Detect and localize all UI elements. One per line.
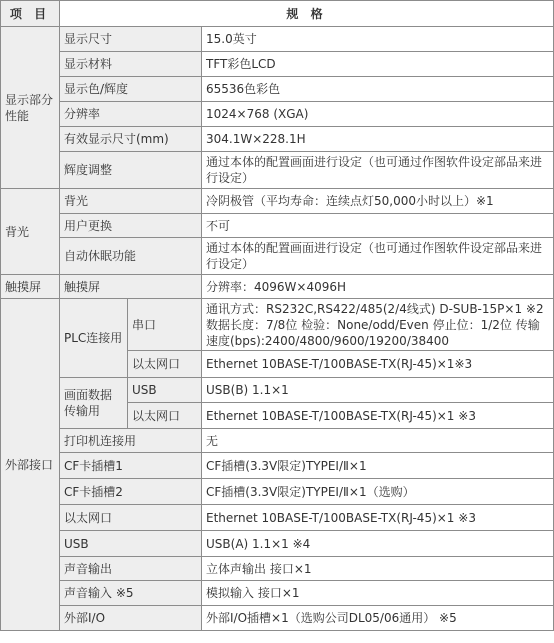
table-row [1, 299, 554, 351]
table-row [1, 238, 554, 275]
table-row [1, 77, 554, 102]
table-row [1, 505, 554, 531]
section-display: 显示部分性能 [1, 27, 60, 189]
table-row [1, 152, 554, 189]
header-item: 项 目 [1, 1, 60, 27]
row-label: 自动休眠功能 [60, 238, 202, 275]
table-row [1, 429, 554, 453]
table-row [1, 52, 554, 77]
row-value: 外部I/O插槽×1（选购公司DL05/06通用） ※5 [202, 606, 554, 631]
row-label: 有效显示尺寸(mm) [60, 127, 202, 152]
table-row [1, 27, 554, 52]
row-value: 1024×768 (XGA) [202, 102, 554, 127]
table-row [1, 102, 554, 127]
sub-label: USB [128, 378, 202, 403]
row-value: 模拟输入 接口×1 [202, 581, 554, 606]
row-value: Ethernet 10BASE-T/100BASE-TX(RJ-45)×1※3 [202, 351, 554, 378]
section-external: 外部接口 [1, 299, 60, 631]
row-label: 声音输入 ※5 [60, 581, 202, 606]
row-value: 立体声输出 接口×1 [202, 557, 554, 581]
row-value: 304.1W×228.1H [202, 127, 554, 152]
row-label: 用户更换 [60, 214, 202, 238]
group-plc: PLC连接用 [60, 299, 128, 378]
row-label: 背光 [60, 189, 202, 214]
row-value: 无 [202, 429, 554, 453]
row-label: 外部I/O [60, 606, 202, 631]
section-backlight: 背光 [1, 189, 60, 275]
row-label: 辉度调整 [60, 152, 202, 189]
row-label: 显示尺寸 [60, 27, 202, 52]
table-row [1, 214, 554, 238]
row-value: Ethernet 10BASE-T/100BASE-TX(RJ-45)×1 ※3 [202, 403, 554, 429]
table-row [1, 557, 554, 581]
row-value: 15.0英寸 [202, 27, 554, 52]
table-row [1, 606, 554, 631]
sub-label: 以太网口 [128, 403, 202, 429]
row-value: 分辨率：4096W×4096H [202, 275, 554, 299]
row-value: USB(A) 1.1×1 ※4 [202, 531, 554, 557]
table-row [1, 479, 554, 505]
sub-label: 以太网口 [128, 351, 202, 378]
table-header [1, 1, 554, 27]
row-value: 不可 [202, 214, 554, 238]
row-value: USB(B) 1.1×1 [202, 378, 554, 403]
row-value: 通过本体的配置画面进行设定（也可通过作图软件设定部品来进行设定） [202, 238, 554, 275]
row-value: 通过本体的配置画面进行设定（也可通过作图软件设定部品来进行设定） [202, 152, 554, 189]
row-value: TFT彩色LCD [202, 52, 554, 77]
table-row [1, 275, 554, 299]
row-value: Ethernet 10BASE-T/100BASE-TX(RJ-45)×1 ※3 [202, 505, 554, 531]
section-touch: 触摸屏 [1, 275, 60, 299]
table-row [1, 378, 554, 403]
table-row [1, 453, 554, 479]
table-row [1, 189, 554, 214]
row-value: 65536色彩色 [202, 77, 554, 102]
row-label: USB [60, 531, 202, 557]
row-label: 打印机连接用 [60, 429, 202, 453]
row-label: CF卡插槽1 [60, 453, 202, 479]
row-label: 声音输出 [60, 557, 202, 581]
table-row [1, 127, 554, 152]
row-value: CF插槽(3.3V限定)TYPEⅠ/Ⅱ×1（选购） [202, 479, 554, 505]
row-label: 触摸屏 [60, 275, 202, 299]
row-label: CF卡插槽2 [60, 479, 202, 505]
sub-label: 串口 [128, 299, 202, 351]
header-spec: 规 格 [60, 1, 554, 27]
row-label: 以太网口 [60, 505, 202, 531]
table-row [1, 531, 554, 557]
table-row [1, 581, 554, 606]
row-label: 分辨率 [60, 102, 202, 127]
row-value: 通讯方式：RS232C,RS422/485(2/4线式) D-SUB-15P×1 ※2 数据长度：7/8位 检验：None/odd/Even 停止位：1/2位 传输速度(bps):2400/4800/9600/19200/38400 [202, 299, 554, 351]
group-screen-transfer: 画面数据传输用 [60, 378, 128, 429]
row-value: CF插槽(3.3V限定)TYPEⅠ/Ⅱ×1 [202, 453, 554, 479]
row-label: 显示色/辉度 [60, 77, 202, 102]
row-value: 冷阴极管（平均寿命：连续点灯50,000小时以上）※1 [202, 189, 554, 214]
row-label: 显示材料 [60, 52, 202, 77]
